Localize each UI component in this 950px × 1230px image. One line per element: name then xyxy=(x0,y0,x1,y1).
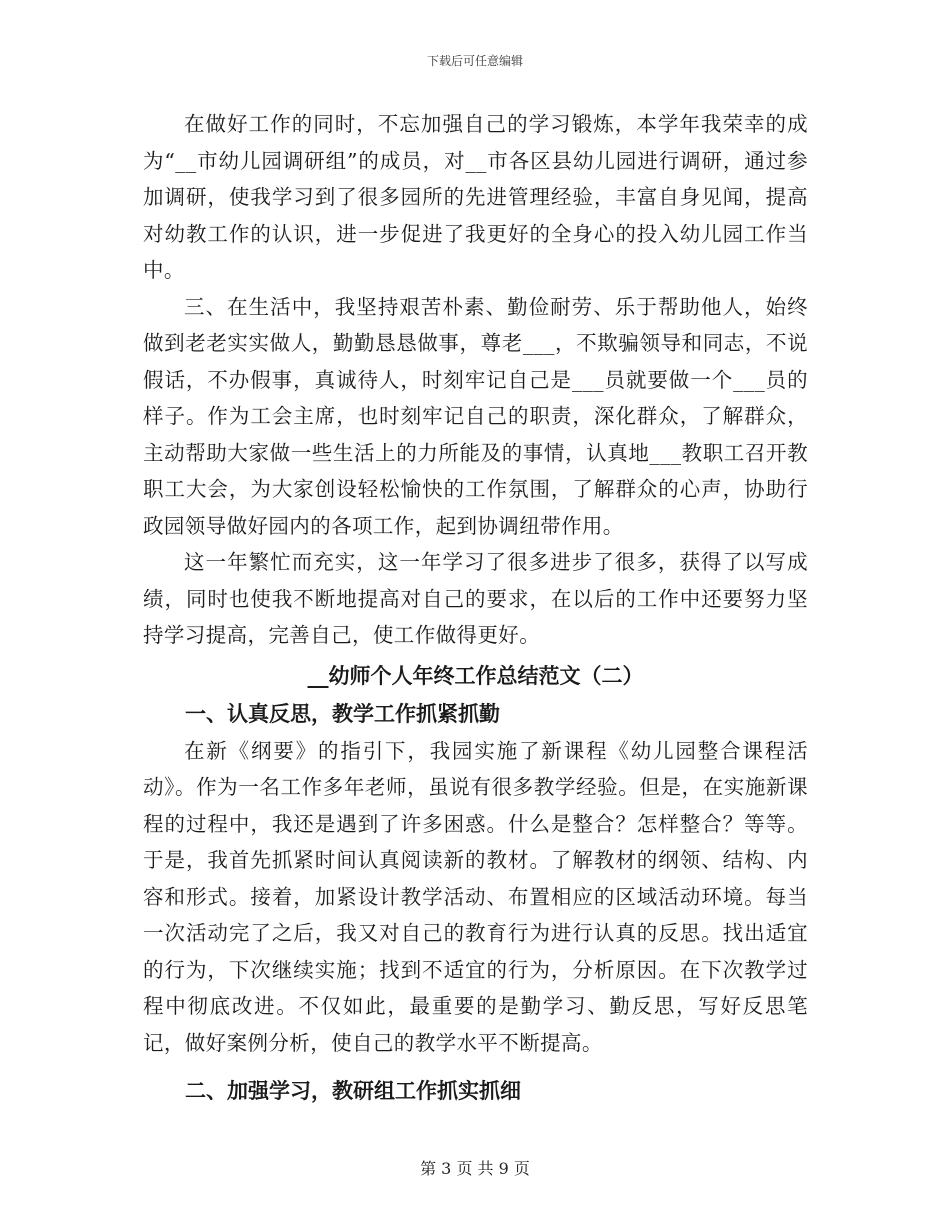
paragraph-study: 在做好工作的同时，不忘加强自己的学习锻炼，本学年我荣幸的成为“__市幼儿园调研组”的成员，对__市各区县幼儿园进行调研，通过参加调研，使我学习到了很多园所的先进管理经验，丰富自身见闻，提高对幼教工作的认识，进一步促进了我更好的全身心的投入幼儿园工作当中。 xyxy=(143,112,808,282)
page-number: 第 3 页 共 9 页 xyxy=(420,1159,530,1178)
paragraph-curriculum: 在新《纲要》的指引下，我园实施了新课程《幼儿园整合课程活动》。作为一名工作多年老师，虽说有很多教学经验。但是，在实施新课程的过程中，我还是遇到了许多困惑。什么是整合？怎样整合？等等。于是，我首先抓紧时间认真阅读新的教材。了解教材的纲领、结构、内容和形式。接着，加紧设计教学活动、布置相应的区域活动环境。每当一次活动完了之后，我又对自己的教育行为进行认真的反思。找出适宜的行为，下次继续实施；找到不适宜的行为，分析原因。在下次教学过程中彻底改进。不仅如此，最重要的是勤学习、勤反思，写好反思笔记，做好案例分析，使自己的教学水平不断提高。 xyxy=(143,738,808,1055)
paragraph-life: 三、在生活中，我坚持艰苦朴素、勤俭耐劳、乐于帮助他人，始终做到老老实实做人，勤勤恳恳做事，尊老___，不欺骗领导和同志，不说假话，不办假事，真诚待人，时刻牢记自己是___员就要做一个___员的样子。作为工会主席，也时刻牢记自己的职责，深化群众，了解群众，主动帮助大家做一些生活上的力所能及的事情，认真地___教职工召开教职工大会，为大家创设轻松愉快的工作氛围，了解群众的心声，协助行政园领导做好园内的各项工作，起到协调纽带作用。 xyxy=(143,294,808,538)
section-title: __幼师个人年终工作总结范文（二） xyxy=(307,662,644,688)
header-note: 下载后可任意编辑 xyxy=(426,54,523,68)
heading-study: 二、加强学习，教研组工作抓实抓细 xyxy=(185,1078,521,1103)
paragraph-summary: 这一年繁忙而充实，这一年学习了很多进步了很多，获得了以写成绩，同时也使我不断地提高对自己的要求，在以后的工作中还要努力坚持学习提高，完善自己，使工作做得更好。 xyxy=(143,550,808,647)
heading-reflection: 一、认真反思，教学工作抓紧抓勤 xyxy=(185,701,500,726)
document-body xyxy=(143,106,808,1110)
